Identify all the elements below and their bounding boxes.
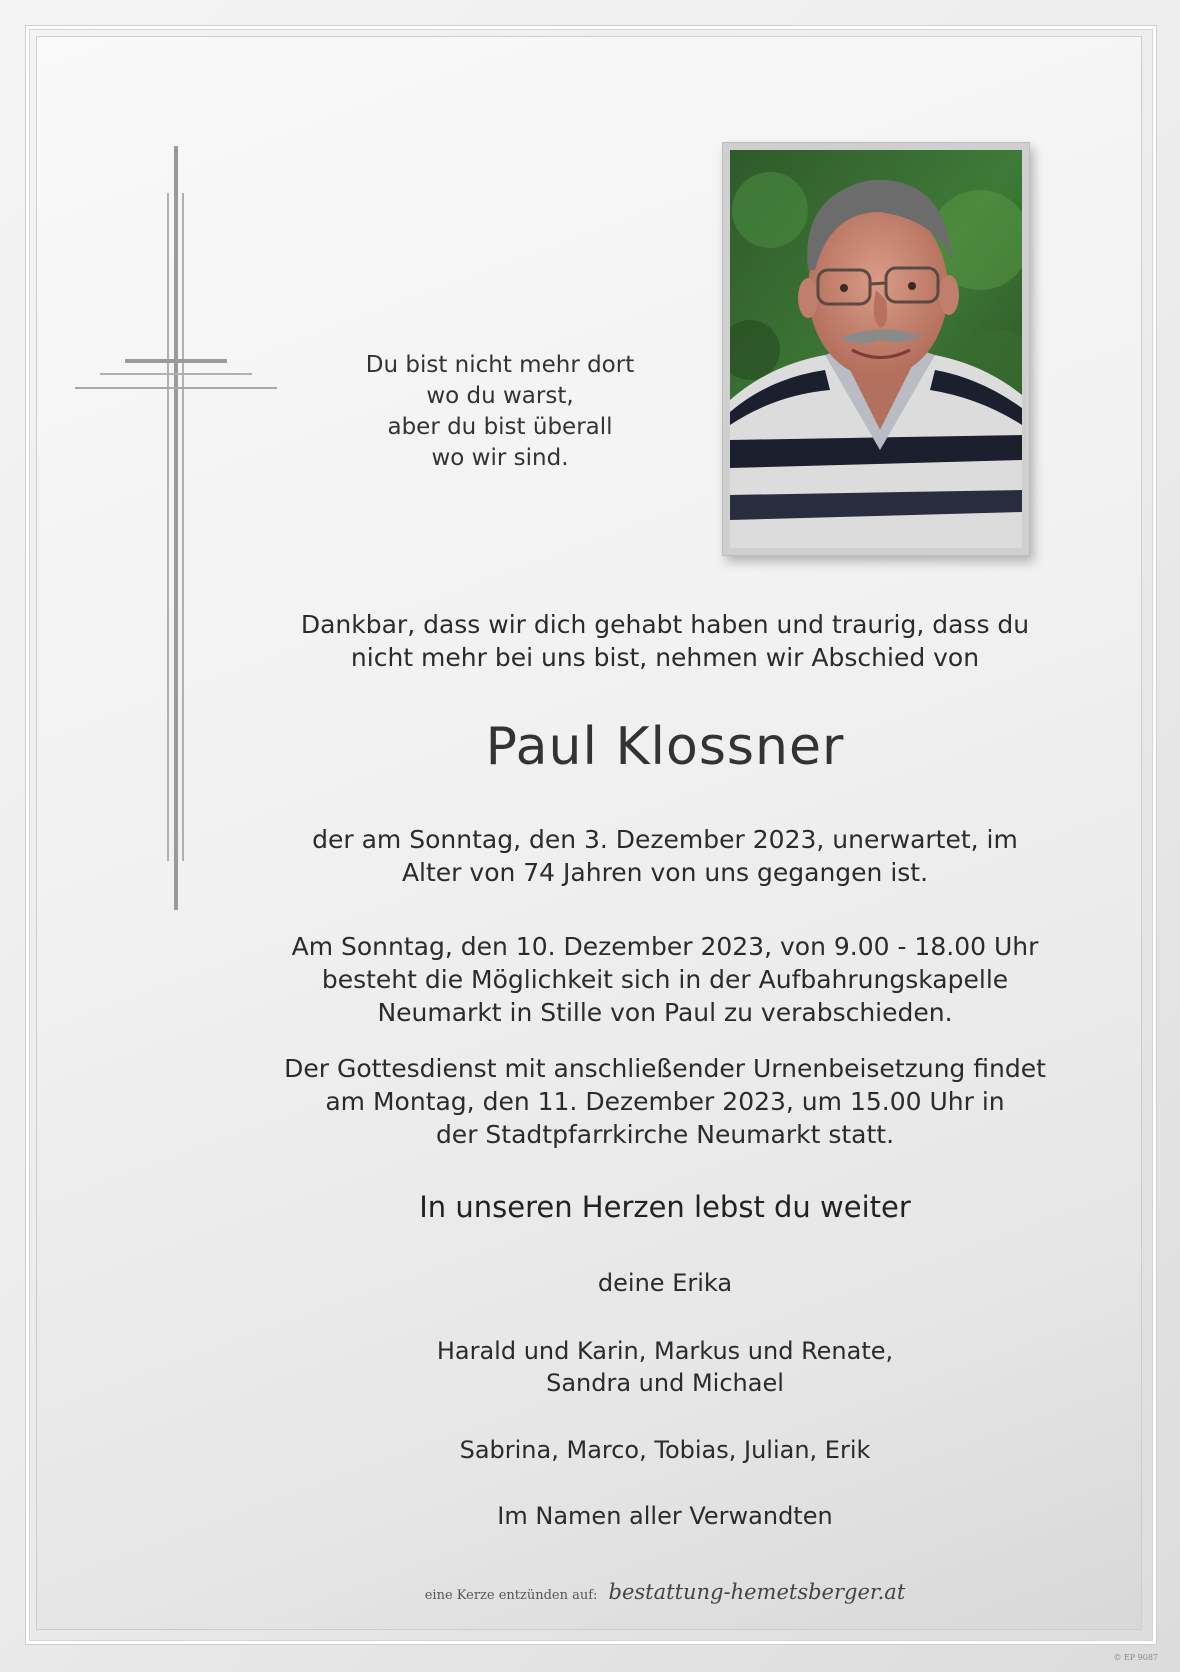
footer <box>280 1580 1050 1604</box>
quote-line: aber du bist überall <box>387 414 613 440</box>
memorial-quote <box>300 350 700 474</box>
service-line: Der Gottesdienst mit anschließender Urnenbeisetzung findet <box>284 1054 1046 1083</box>
deceased-name: Paul Klossner <box>485 717 845 777</box>
viewing-info <box>280 930 1050 1029</box>
copyright-note: © EP 9087 <box>1113 1653 1158 1662</box>
relatives-line: Im Namen aller Verwandten <box>497 1502 833 1530</box>
death-notice-line: der am Sonntag, den 3. Dezember 2023, unerwartet, im <box>312 825 1018 854</box>
intro-line: Dankbar, dass wir dich gehabt haben und traurig, dass du <box>300 610 1030 639</box>
viewing-line: Am Sonntag, den 10. Dezember 2023, von 9.00 - 18.00 Uhr <box>291 932 1039 961</box>
death-notice-line: Alter von 74 Jahren von uns gegangen ist. <box>401 858 929 887</box>
family-children-line: Sandra und Michael <box>546 1369 784 1397</box>
quote-line: wo wir sind. <box>431 445 569 471</box>
service-line: der Stadtpfarrkirche Neumarkt statt. <box>435 1120 895 1149</box>
portrait-photo-frame <box>722 142 1030 556</box>
quote-line: Du bist nicht mehr dort <box>365 352 635 378</box>
family-children <box>280 1335 1050 1399</box>
candle-link[interactable]: bestattung-hemetsberger.at <box>608 1580 906 1604</box>
service-info <box>280 1052 1050 1151</box>
death-notice <box>280 823 1050 889</box>
viewing-line: Neumarkt in Stille von Paul zu verabschieden. <box>377 998 953 1027</box>
viewing-line: besteht die Möglichkeit sich in der Aufbahrungskapelle <box>321 965 1009 994</box>
family-children-line: Harald und Karin, Markus und Renate, <box>436 1337 894 1365</box>
family-wife: deine Erika <box>597 1269 733 1297</box>
intro-line: nicht mehr bei uns bist, nehmen wir Abschied von <box>350 643 980 672</box>
motto: In unseren Herzen lebst du weiter <box>419 1190 911 1224</box>
family-grandchildren: Sabrina, Marco, Tobias, Julian, Erik <box>459 1436 871 1464</box>
footer-label: eine Kerze entzünden auf: <box>424 1588 598 1603</box>
intro-text <box>280 608 1050 674</box>
portrait-photo <box>730 150 1022 548</box>
service-line: am Montag, den 11. Dezember 2023, um 15.00 Uhr in <box>325 1087 1005 1116</box>
quote-line: wo du warst, <box>426 383 574 409</box>
